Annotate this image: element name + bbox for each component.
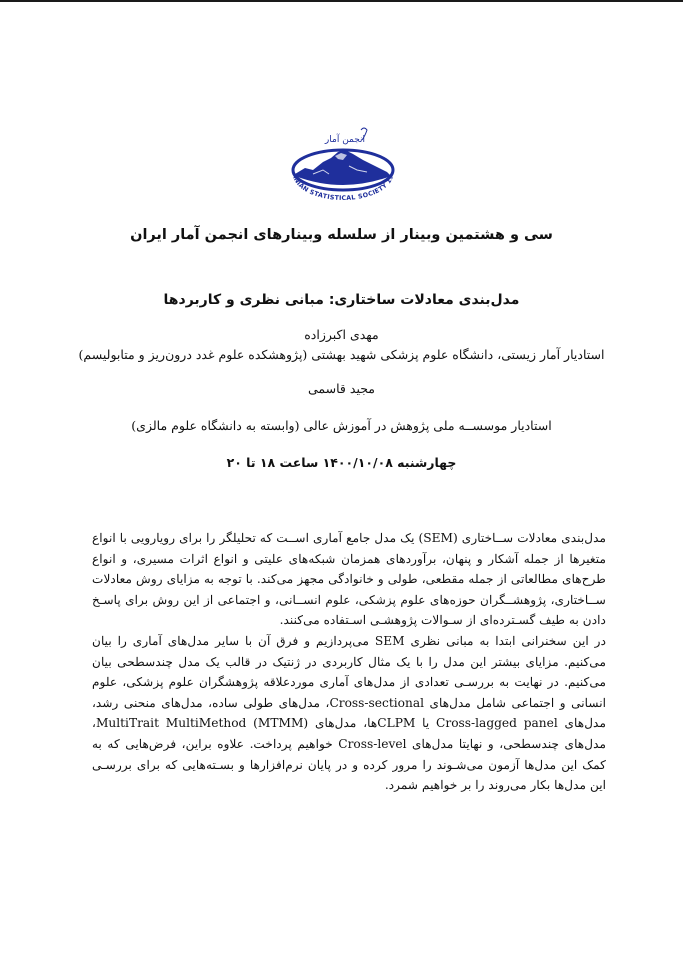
society-logo-graphic: [283, 122, 403, 207]
speaker-2-name: مجید قاسمی: [308, 381, 375, 396]
event-date-time: چهارشنبه ۱۴۰۰/۱۰/۰۸ ساعت ۱۸ تا ۲۰: [226, 455, 457, 470]
speaker-2-affiliation: استادیار موسســه ملی پژوهش در آموزش عالی (وابسته به دانشگاه علوم مالزی): [131, 418, 552, 433]
speaker-1-affiliation: استادیار آمار زیستی، دانشگاه علوم پزشکی شهید بهشتی (پژوهشکده علوم غدد درون‌ریز و متابولیسم): [78, 347, 605, 362]
speaker-1-name: مهدی اکبرزاده: [304, 327, 379, 342]
talk-title: مدل‌بندی معادلات ساختاری: مبانی نظری و کاربردها: [163, 292, 520, 308]
page-top-border: [0, 0, 683, 2]
abstract-paragraph-1: مدل‌بندی معادلات ســاختاری (SEM) یک مدل جامع آماری اســت که تحلیلگر را برای رویارویی با انواع متغیرها از جمله آشکار و پنهان، برآوردهای همزمان شبکه‌های علیتی و انواع اثرات مسیری، و انواع طرح‌های مطالعاتی از جمله مقطعی، طولی و خانوادگی مجهز می‌کند. با توجه به مزایای روش معادلات ســاختاری، پژوهشــگران حوزه‌های علوم پزشکی، علوم انســانی، و اجتماعی از این روش برای پاسـخ دادن به طیف گسـترده‌ای از سـوالات پژوهشـی اسـتفاده می‌کنند.: [92, 531, 606, 628]
abstract-paragraph-2: در این سخنرانی ابتدا به مبانی نظری SEM می‌پردازیم و فرق آن با سایر مدل‌های آماری را بیان می‌کنیم. مزایای بیشتر این مدل را با یک مثال کاربردی در ژنتیک در قالب یک مدل چندسطحی بیان می‌کنیم. در نهایت به بررسـی تعدادی از مدل‌های آماری موردعلاقه پژوهشگران علوم پزشکی، علوم انسانی و اجتماعی شامل مدل‌های Cross-sectional، مدل‌های طولی ساده، مدل‌های منحنی رشد، مدل‌های Cross-lagged panel یا CLPMها، مدل‌های MultiTrait MultiMethod (MTMM)، مدل‌های چندسطحی، و نهایتا مدل‌های Cross-level خواهیم پرداخت. علاوه براین، فرض‌هایی که به کمک این مدل‌ها آزمون می‌شـوند را مرور کرده و در پایان نرم‌افزارها و بسـته‌هایی که برای بررسـی این مدل‌ها بکار می‌روند را بر خواهیم شمرد.: [92, 634, 606, 793]
society-logo: [283, 122, 403, 207]
logo-script-text: انجمن آمار: [324, 135, 366, 145]
logo-ring-text: ANIAN STATISTICAL SOCIETY 19: [290, 172, 396, 203]
webinar-series-title: سی و هشتمین وبینار از سلسله وبینارهای انجمن آمار ایران: [130, 227, 553, 243]
